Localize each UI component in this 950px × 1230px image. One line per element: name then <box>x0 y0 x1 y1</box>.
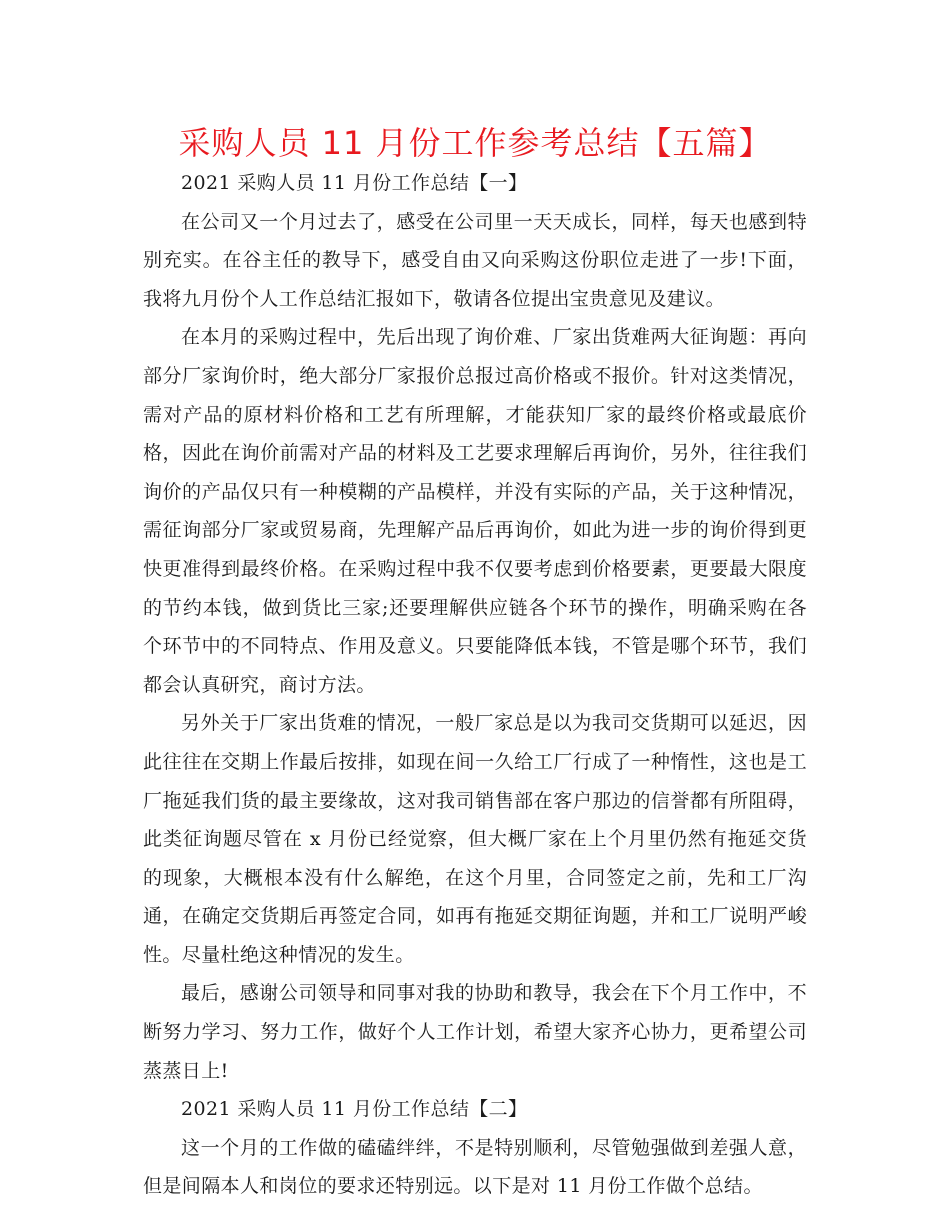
paragraph: 在本月的采购过程中，先后出现了询价难、厂家出货难两大征询题：再向部分厂家询价时，绝大部分厂家报价总报过高价格或不报价。针对这类情况，需对产品的原材料价格和工艺有所理解，才能获知厂家的最终价格或最底价格，因此在询价前需对产品的材料及工艺要求理解后再询价，另外，往往我们询价的产品仅只有一种模糊的产品模样，并没有实际的产品，关于这种情况，需征询部分厂家或贸易商，先理解产品后再询价，如此为进一步的询价得到更快更准得到最终价格。在采购过程中我不仅要考虑到价格要素，更要最大限度的节约本钱，做到货比三家;还要理解供应链各个环节的操作，明确采购在各个环节中的不同特点、作用及意义。只要能降低本钱，不管是哪个环节，我们都会认真研究，商讨方法。 <box>143 326 807 696</box>
section-2 <box>143 1090 807 1206</box>
paragraph: 这一个月的工作做的磕磕绊绊，不是特别顺利，尽管勉强做到差强人意，但是间隔本人和岗位的要求还特别远。以下是对 11 月份工作做个总结。 <box>143 1136 807 1198</box>
section-1 <box>143 164 807 1090</box>
paragraph: 另外关于厂家出货难的情况，一般厂家总是以为我司交货期可以延迟，因此往往在交期上作最后按排，如现在间一久给工厂行成了一种惰性，这也是工厂拖延我们货的最主要缘故，这对我司销售部在客户那边的信誉都有所阻碍，此类征询题尽管在 x 月份已经觉察，但大概厂家在上个月里仍然有拖延交货的现象，大概根本没有什么解绝，在这个月里，合同签定之前，先和工厂沟通，在确定交货期后再签定合同，如再有拖延交期征询题，并和工厂说明严峻性。尽量杜绝这种情况的发生。 <box>143 712 807 966</box>
paragraph: 在公司又一个月过去了，感受在公司里一天天成长，同样，每天也感到特别充实。在谷主任的教导下，感受自由又向采购这份职位走进了一步!下面，我将九月份个人工作总结汇报如下，敬请各位提出宝贵意见及建议。 <box>143 210 807 310</box>
document-title: 采购人员 11 月份工作参考总结【五篇】 <box>178 124 772 162</box>
paragraph: 最后，感谢公司领导和同事对我的协助和教导，我会在下个月工作中，不断努力学习、努力工作，做好个人工作计划，希望大家齐心协力，更希望公司蒸蒸日上! <box>143 982 807 1082</box>
section-heading: 2021 采购人员 11 月份工作总结【二】 <box>181 1098 528 1121</box>
section-heading: 2021 采购人员 11 月份工作总结【一】 <box>181 172 528 194</box>
document-body <box>143 164 807 1206</box>
